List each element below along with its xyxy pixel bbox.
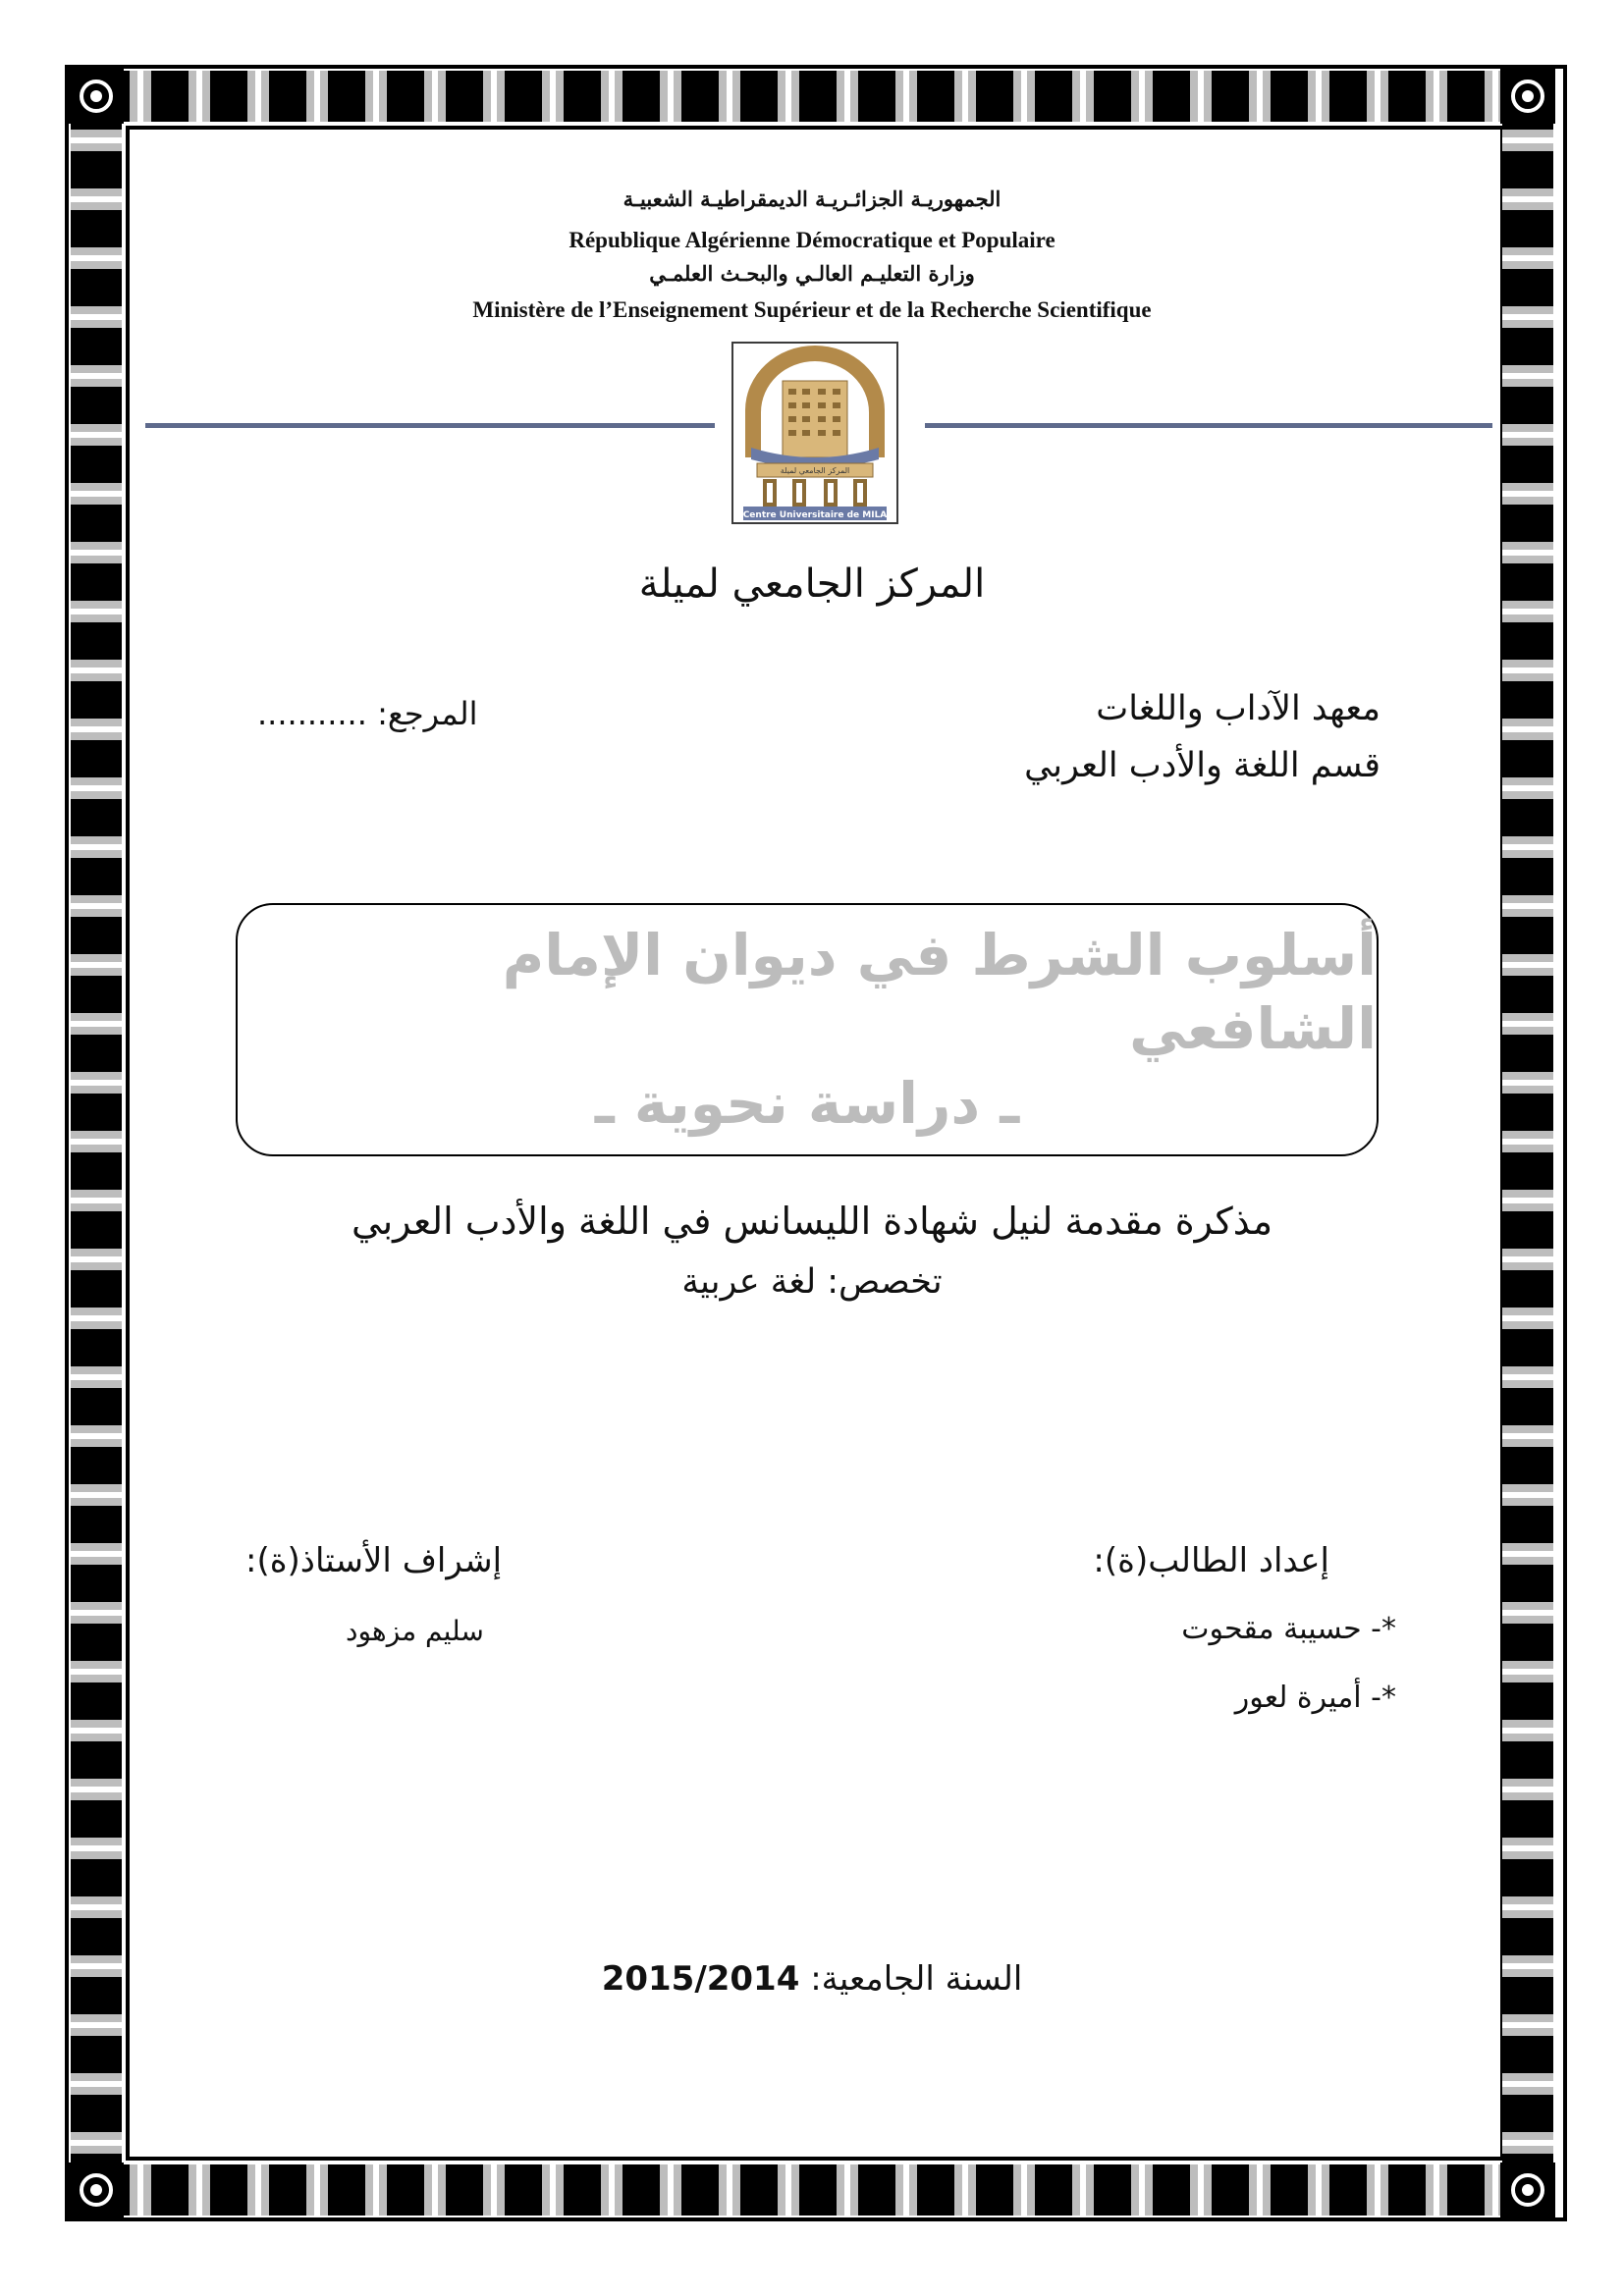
department-name: قسم اللغة والأدب العربي — [1024, 746, 1380, 785]
border-band-left — [71, 124, 122, 2163]
corner-ornament-icon — [1500, 2163, 1555, 2217]
border-band-bottom — [124, 2164, 1500, 2216]
reference-label: المرجع: — [377, 695, 478, 732]
students-label: إعداد الطالب(ة): — [1093, 1541, 1329, 1580]
ministry-french: Ministère de l’Enseignement Supérieur et de la Recherche Scientifique — [472, 297, 1152, 322]
header-rule-left — [145, 423, 715, 428]
thesis-title-box — [236, 903, 1379, 1156]
border-band-top — [124, 71, 1500, 122]
student-item: *- حسيبة مقحوت — [1181, 1612, 1396, 1646]
academic-year-value: 2015/2014 — [601, 1959, 800, 1999]
corner-ornament-icon — [69, 69, 124, 124]
logo-caption: Centre Universitaire de MILA — [742, 510, 888, 520]
reference-field — [257, 695, 477, 732]
institution-name: المركز الجامعي لميلة — [638, 561, 986, 607]
reference-value: ........... — [257, 695, 367, 732]
ministry-arabic: وزارة التعليـم العالـي والبحـث العلمـي — [649, 261, 975, 286]
thesis-purpose: مذكرة مقدمة لنيل شهادة الليسانس في اللغة والأدب العربي — [351, 1200, 1273, 1243]
border-band-right — [1502, 124, 1553, 2163]
thesis-title-line1: أسلوب الشرط في ديوان الإمام الشافعي — [502, 921, 1377, 1063]
supervisor-label: إشراف الأستاذ(ة): — [245, 1541, 503, 1580]
corner-ornament-icon — [1500, 69, 1555, 124]
republic-french: République Algérienne Démocratique et Populaire — [568, 228, 1056, 252]
header-rule-right — [925, 423, 1492, 428]
university-logo — [731, 342, 898, 524]
logo-banner-text: المركز الجامعي لميلة — [780, 466, 850, 475]
thesis-title-line2: ـ دراسة نحوية ـ — [594, 1069, 1020, 1137]
republic-arabic: الجمهوريـة الجزائـريـة الديمقراطيـة الشعبيـة — [623, 187, 1001, 211]
supervisor-name: سليم مزهود — [346, 1615, 484, 1647]
student-item: *- أميرة لعور — [1234, 1681, 1396, 1715]
academic-year — [0, 1959, 1624, 1999]
academic-year-label: السنة الجامعية: — [810, 1959, 1023, 1999]
corner-ornament-icon — [69, 2163, 124, 2217]
institute-name: معهد الآداب واللغات — [1096, 689, 1380, 728]
thesis-specialty: تخصص: لغة عربية — [681, 1262, 943, 1302]
